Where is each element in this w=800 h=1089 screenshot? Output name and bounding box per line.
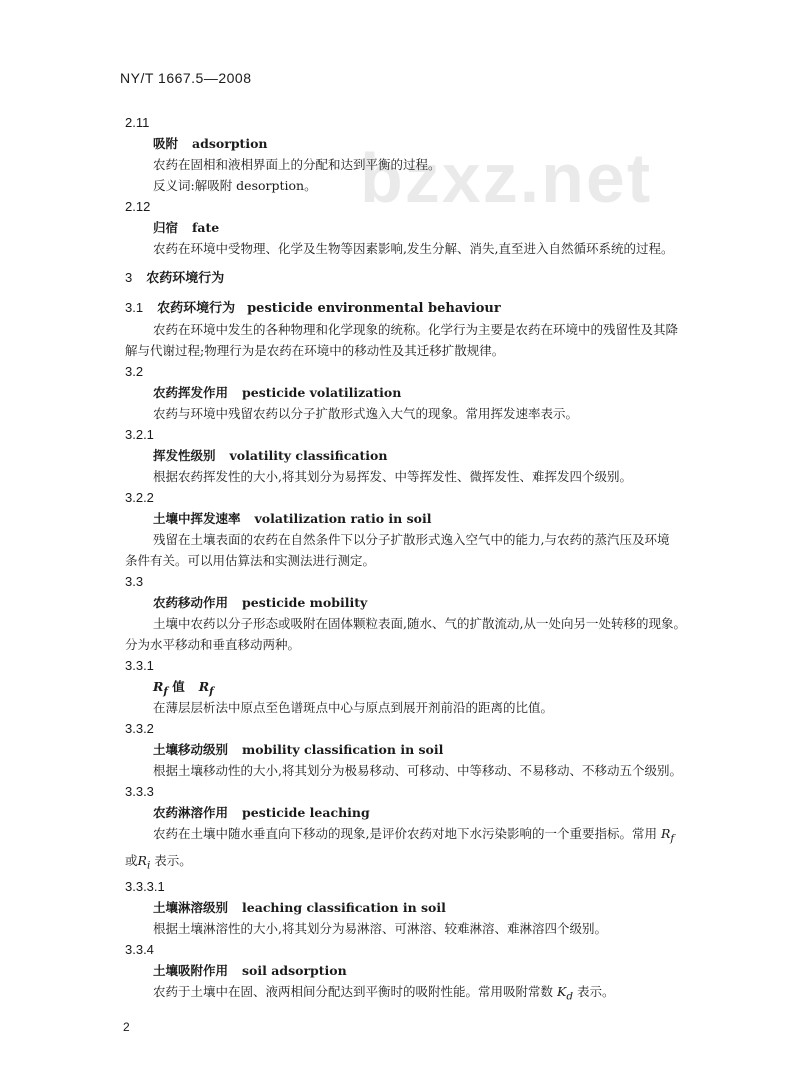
term-zh: 农药挥发作用 — [153, 385, 229, 400]
definition-line: 反义词:解吸附 desorption。 — [153, 178, 317, 193]
symbol-subscript: f — [163, 685, 168, 698]
symbol-subscript: d — [566, 990, 574, 1003]
definition-text: 农药在土壤中随水垂直向下移动的现象,是评价农药对地下水污染影响的一个重要指标。常用 — [153, 826, 657, 841]
term-en: pesticide leaching — [242, 805, 370, 820]
definition-text: 表示。 — [577, 984, 615, 999]
clause-number: 3.3.3 — [125, 784, 154, 799]
term-zh: 土壤移动级别 — [153, 742, 229, 757]
definition-line: 农药在固相和液相界面上的分配和达到平衡的过程。 — [153, 157, 441, 172]
term-en: leaching classification in soil — [242, 900, 446, 915]
term-zh: 农药淋溶作用 — [153, 805, 229, 820]
term-zh: 归宿 — [153, 220, 179, 235]
symbol-R: R — [660, 826, 671, 841]
watermark: bzxz.net — [360, 139, 653, 217]
definition-line — [125, 850, 755, 877]
definition-text: 农药于土壤中在固、液两相间分配达到平衡时的吸附性能。常用吸附常数 — [153, 984, 554, 999]
term-en: adsorption — [192, 136, 268, 151]
clause-number: 2.12 — [125, 199, 151, 214]
definition-line: 农药在环境中发生的各种物理和化学现象的统称。化学行为主要是农药在环境中的残留性及其降 — [153, 322, 679, 337]
term-en: volatility classification — [229, 448, 388, 463]
symbol-K: K — [557, 984, 567, 999]
term-en: pesticide environmental behaviour — [247, 301, 501, 316]
term-heading — [153, 445, 755, 466]
term-heading — [153, 802, 755, 823]
clause-number: 3.2 — [125, 364, 144, 379]
definition-line: 根据农药挥发性的大小,将其划分为易挥发、中等挥发性、微挥发性、难挥发四个级别。 — [153, 469, 632, 484]
section-heading — [125, 267, 755, 289]
clause-number: 3.3.3.1 — [125, 879, 165, 894]
definition-line: 在薄层层析法中原点至色谱斑点中心与原点到展开剂前沿的距离的比值。 — [153, 700, 554, 715]
definition-line: 残留在土壤表面的农药在自然条件下以分子扩散形式逸入空气中的能力,与农药的蒸汽压及环境 — [153, 532, 670, 547]
document-body — [125, 112, 755, 1008]
term-heading — [153, 592, 755, 613]
term-en: mobility classification in soil — [242, 742, 444, 757]
symbol-R: R — [137, 852, 147, 868]
term-zh: 挥发性级别 — [153, 448, 216, 463]
clause-number: 3.2.2 — [125, 490, 154, 505]
term-en: pesticide mobility — [242, 595, 368, 610]
page-number: 2 — [123, 1020, 130, 1034]
term-heading — [153, 508, 755, 529]
term-heading — [153, 960, 755, 981]
term-zh: 吸附 — [153, 136, 179, 151]
clause-number: 3.3.4 — [125, 942, 154, 957]
definition-line — [153, 981, 755, 1008]
clause-number: 3.3.2 — [125, 721, 154, 736]
symbol-subscript: f — [209, 685, 214, 698]
clause-number: 2.11 — [125, 115, 150, 130]
term-heading — [153, 897, 755, 918]
term-heading — [153, 676, 755, 697]
term-heading — [153, 133, 755, 154]
term-heading — [153, 217, 755, 238]
term-zh: 土壤淋溶级别 — [153, 900, 229, 915]
definition-line: 农药与环境中残留农药以分子扩散形式逸入大气的现象。常用挥发速率表示。 — [153, 406, 579, 421]
section-title: 农药环境行为 — [146, 271, 225, 286]
term-zh: 值 — [172, 679, 185, 694]
clause-number: 3.3 — [125, 574, 144, 589]
definition-line: 条件有关。可以用估算法和实测法进行测定。 — [125, 553, 376, 568]
term-en: soil adsorption — [242, 963, 347, 978]
definition-line: 根据土壤淋溶性的大小,将其划分为易淋溶、可淋溶、较难淋溶、难淋溶四个级别。 — [153, 921, 607, 936]
definition-line: 农药在环境中受物理、化学及生物等因素影响,发生分解、消失,直至进入自然循环系统的过程。 — [153, 241, 674, 256]
definition-line: 分为水平移动和垂直移动两种。 — [125, 637, 301, 652]
clause-number: 3.2.1 — [125, 427, 154, 442]
definition-line: 土壤中农药以分子形态或吸附在固体颗粒表面,随水、气的扩散流动,从一处向另一处转移的现象。 — [153, 616, 686, 631]
section-number: 3 — [125, 270, 133, 285]
symbol-subscript: f — [670, 832, 675, 845]
term-heading — [153, 382, 755, 403]
term-en: pesticide volatilization — [242, 385, 402, 400]
term-zh: 农药移动作用 — [153, 595, 229, 610]
term-zh: 土壤吸附作用 — [153, 963, 229, 978]
symbol-R: R — [198, 679, 210, 694]
term-heading — [125, 297, 755, 319]
term-en: fate — [192, 220, 220, 235]
term-zh: 土壤中挥发速率 — [153, 511, 241, 526]
symbol-subscript: i — [146, 859, 151, 871]
term-zh: 农药环境行为 — [157, 301, 236, 316]
clause-number: 3.1 — [125, 300, 144, 315]
definition-line — [153, 823, 755, 850]
definition-line: 解与代谢过程;物理行为是农药在环境中的移动性及其迁移扩散规律。 — [125, 343, 505, 358]
clause-number: 3.3.1 — [125, 658, 154, 673]
definition-text: 表示。 — [154, 852, 192, 868]
term-heading — [153, 739, 755, 760]
symbol-R: R — [153, 679, 164, 694]
definition-text: 或 — [125, 852, 138, 868]
term-en: volatilization ratio in soil — [254, 511, 432, 526]
standard-code-header: NY/T 1667.5—2008 — [120, 70, 252, 86]
definition-line: 根据土壤移动性的大小,将其划分为极易移动、可移动、中等移动、不易移动、不移动五个级别。 — [153, 763, 682, 778]
